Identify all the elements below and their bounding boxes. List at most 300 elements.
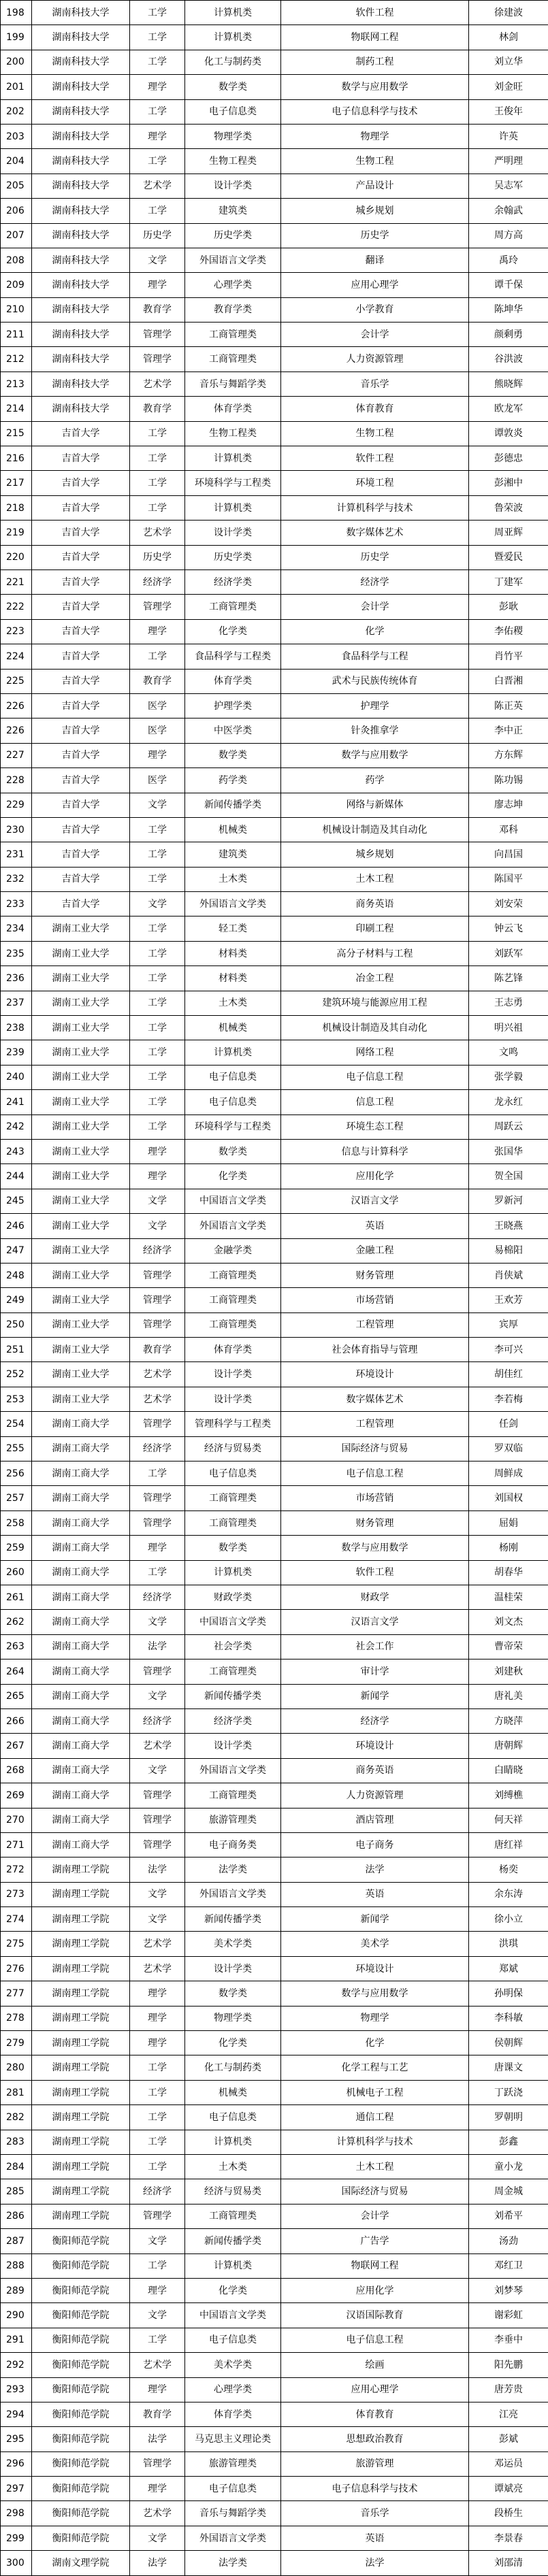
leader-name-cell: 余东涛 [469, 1882, 548, 1906]
table-row [1, 371, 548, 396]
row-number-cell: 242 [1, 1114, 32, 1139]
table-row [1, 2179, 548, 2204]
leader-name-cell: 彭鑫 [469, 2130, 548, 2154]
row-number-cell: 248 [1, 1263, 32, 1287]
row-number-cell: 296 [1, 2451, 32, 2476]
row-number-cell: 217 [1, 471, 32, 495]
major-category-cell: 计算机类 [185, 1, 281, 25]
table-row [1, 1510, 548, 1535]
university-name-cell: 湖南工业大学 [32, 1040, 130, 1065]
leader-name-cell: 唐课文 [469, 2055, 548, 2080]
major-category-cell: 环境科学与工程类 [185, 1114, 281, 1139]
leader-name-cell: 洪琪 [469, 1932, 548, 1956]
major-category-cell: 计算机类 [185, 495, 281, 520]
discipline-cell: 工学 [130, 495, 185, 520]
row-number-cell: 204 [1, 149, 32, 174]
table-row [1, 323, 548, 347]
major-category-cell: 工商管理类 [185, 595, 281, 619]
university-name-cell: 湖南工业大学 [32, 1312, 130, 1337]
row-number-cell: 231 [1, 842, 32, 867]
leader-name-cell: 刘立华 [469, 50, 548, 74]
row-number-cell: 251 [1, 1338, 32, 1362]
discipline-cell: 文学 [130, 248, 185, 272]
row-number-cell: 273 [1, 1882, 32, 1906]
major-category-cell: 外国语言文学类 [185, 1758, 281, 1783]
table-row [1, 495, 548, 520]
university-name-cell: 吉首大学 [32, 768, 130, 793]
discipline-cell: 艺术学 [130, 2353, 185, 2377]
major-category-cell: 土木类 [185, 2154, 281, 2179]
major-name-cell: 汉语言文学 [281, 1610, 469, 1634]
leader-name-cell: 唐礼美 [469, 1684, 548, 1708]
major-category-cell: 生物工程类 [185, 421, 281, 446]
major-name-cell: 审计学 [281, 1659, 469, 1684]
discipline-cell: 历史学 [130, 223, 185, 248]
major-category-cell: 生物工程类 [185, 149, 281, 174]
university-name-cell: 湖南科技大学 [32, 371, 130, 396]
major-category-cell: 工商管理类 [185, 1312, 281, 1337]
discipline-cell: 工学 [130, 1560, 185, 1585]
major-category-cell: 护理学类 [185, 693, 281, 718]
row-number-cell: 263 [1, 1634, 32, 1659]
table-row [1, 1808, 548, 1832]
major-category-cell: 外国语言文学类 [185, 2526, 281, 2550]
row-number-cell: 220 [1, 545, 32, 569]
university-name-cell: 湖南科技大学 [32, 75, 130, 99]
discipline-cell: 文学 [130, 1882, 185, 1906]
row-number-cell: 268 [1, 1758, 32, 1783]
table-row [1, 941, 548, 965]
major-name-cell: 冶金工程 [281, 966, 469, 991]
major-category-cell: 电子信息类 [185, 2328, 281, 2352]
row-number-cell: 262 [1, 1610, 32, 1634]
major-name-cell: 会计学 [281, 595, 469, 619]
university-name-cell: 湖南理工学院 [32, 1907, 130, 1932]
major-category-cell: 新闻传播学类 [185, 793, 281, 817]
major-name-cell: 体育教育 [281, 397, 469, 421]
discipline-cell: 法学 [130, 1634, 185, 1659]
discipline-cell: 理学 [130, 1164, 185, 1189]
major-name-cell: 生物工程 [281, 421, 469, 446]
university-name-cell: 吉首大学 [32, 495, 130, 520]
major-name-cell: 旅游管理 [281, 2451, 469, 2476]
leader-name-cell: 王欢芳 [469, 1288, 548, 1312]
table-row [1, 1312, 548, 1337]
table-row [1, 1114, 548, 1139]
discipline-cell: 经济学 [130, 1238, 185, 1263]
major-name-cell: 社会工作 [281, 1634, 469, 1659]
discipline-cell: 理学 [130, 2278, 185, 2302]
table-row [1, 1238, 548, 1263]
row-number-cell: 287 [1, 2229, 32, 2253]
discipline-cell: 经济学 [130, 1585, 185, 1610]
university-name-cell: 湖南科技大学 [32, 297, 130, 322]
major-category-cell: 建筑类 [185, 199, 281, 223]
university-name-cell: 湖南科技大学 [32, 273, 130, 297]
major-category-cell: 物理学类 [185, 124, 281, 148]
leader-name-cell: 文鸣 [469, 1040, 548, 1065]
major-name-cell: 电子信息工程 [281, 1065, 469, 1089]
table-row [1, 2204, 548, 2228]
major-category-cell: 新闻传播学类 [185, 1684, 281, 1708]
major-category-cell: 外国语言文学类 [185, 248, 281, 272]
leader-name-cell: 徐小立 [469, 1907, 548, 1932]
row-number-cell: 259 [1, 1536, 32, 1560]
major-category-cell: 法学类 [185, 1857, 281, 1882]
table-row [1, 2427, 548, 2451]
major-name-cell: 建筑环境与能源应用工程 [281, 991, 469, 1015]
table-row [1, 1659, 548, 1684]
university-name-cell: 湖南科技大学 [32, 248, 130, 272]
table-row [1, 1, 548, 25]
major-category-cell: 中国语言文学类 [185, 1189, 281, 1213]
major-name-cell: 城乡规划 [281, 199, 469, 223]
major-category-cell: 数学类 [185, 75, 281, 99]
university-name-cell: 湖南理工学院 [32, 2105, 130, 2130]
leader-name-cell: 欧龙军 [469, 397, 548, 421]
leader-name-cell: 张国华 [469, 1139, 548, 1163]
major-category-cell: 数学类 [185, 743, 281, 767]
major-category-cell: 历史学类 [185, 223, 281, 248]
major-category-cell: 美术学类 [185, 2353, 281, 2377]
leader-name-cell: 明兴祖 [469, 1016, 548, 1040]
major-name-cell: 数学与应用数学 [281, 75, 469, 99]
table-row [1, 471, 548, 495]
leader-name-cell: 王俊年 [469, 99, 548, 124]
table-row [1, 1832, 548, 1857]
major-category-cell: 体育学类 [185, 2402, 281, 2426]
table-row [1, 1734, 548, 1758]
discipline-cell: 工学 [130, 149, 185, 174]
leader-name-cell: 汤劲 [469, 2229, 548, 2253]
leader-name-cell: 李科敏 [469, 2006, 548, 2030]
discipline-cell: 管理学 [130, 1808, 185, 1832]
major-category-cell: 心理学类 [185, 2377, 281, 2402]
discipline-cell: 文学 [130, 1214, 185, 1238]
row-number-cell: 227 [1, 743, 32, 767]
major-category-cell: 土木类 [185, 991, 281, 1015]
table-row [1, 1263, 548, 1287]
major-name-cell: 人力资源管理 [281, 347, 469, 371]
major-name-cell: 土木工程 [281, 2154, 469, 2179]
major-name-cell: 土木工程 [281, 867, 469, 891]
major-name-cell: 体育教育 [281, 2402, 469, 2426]
table-row [1, 223, 548, 248]
major-name-cell: 软件工程 [281, 446, 469, 471]
major-category-cell: 工商管理类 [185, 1659, 281, 1684]
discipline-cell: 工学 [130, 644, 185, 669]
major-category-cell: 材料类 [185, 966, 281, 991]
major-category-cell: 食品科学与工程类 [185, 644, 281, 669]
university-name-cell: 湖南工商大学 [32, 1783, 130, 1808]
row-number-cell: 276 [1, 1956, 32, 1981]
row-number-cell: 284 [1, 2154, 32, 2179]
table-row [1, 2006, 548, 2030]
major-name-cell: 美术学 [281, 1932, 469, 1956]
university-name-cell: 湖南工业大学 [32, 1164, 130, 1189]
table-row [1, 1189, 548, 1213]
row-number-cell: 267 [1, 1734, 32, 1758]
major-category-cell: 材料类 [185, 941, 281, 965]
university-name-cell: 湖南工商大学 [32, 1560, 130, 1585]
row-number-cell: 222 [1, 595, 32, 619]
row-number-cell: 229 [1, 793, 32, 817]
row-number-cell: 286 [1, 2204, 32, 2228]
discipline-cell: 医学 [130, 693, 185, 718]
table-row [1, 1882, 548, 1906]
major-category-cell: 建筑类 [185, 842, 281, 867]
discipline-cell: 管理学 [130, 323, 185, 347]
major-name-cell: 应用心理学 [281, 2377, 469, 2402]
major-category-cell: 外国语言文学类 [185, 1882, 281, 1906]
table-row [1, 521, 548, 545]
row-number-cell: 270 [1, 1808, 32, 1832]
university-name-cell: 湖南工业大学 [32, 1214, 130, 1238]
row-number-cell: 299 [1, 2526, 32, 2550]
discipline-cell: 理学 [130, 273, 185, 297]
leader-name-cell: 周金城 [469, 2179, 548, 2204]
university-name-cell: 湖南理工学院 [32, 2154, 130, 2179]
major-name-cell: 化学工程与工艺 [281, 2055, 469, 2080]
table-row [1, 793, 548, 817]
table-row [1, 1684, 548, 1708]
major-name-cell: 数学与应用数学 [281, 743, 469, 767]
leader-name-cell: 谭斌亮 [469, 2477, 548, 2501]
discipline-cell: 文学 [130, 1610, 185, 1634]
major-category-cell: 计算机类 [185, 1560, 281, 1585]
discipline-cell: 工学 [130, 1462, 185, 1486]
discipline-cell: 文学 [130, 892, 185, 917]
table-row [1, 421, 548, 446]
leader-name-cell: 唐红祥 [469, 1832, 548, 1857]
table-row [1, 595, 548, 619]
row-number-cell: 292 [1, 2353, 32, 2377]
major-name-cell: 商务英语 [281, 1758, 469, 1783]
major-name-cell: 小学教育 [281, 297, 469, 322]
table-row [1, 1412, 548, 1436]
major-category-cell: 工商管理类 [185, 1263, 281, 1287]
row-number-cell: 274 [1, 1907, 32, 1932]
major-category-cell: 物理学类 [185, 2006, 281, 2030]
major-name-cell: 经济学 [281, 1708, 469, 1733]
university-name-cell: 衡阳师范学院 [32, 2278, 130, 2302]
university-name-cell: 湖南理工学院 [32, 1882, 130, 1906]
university-name-cell: 吉首大学 [32, 521, 130, 545]
major-name-cell: 高分子材料与工程 [281, 941, 469, 965]
discipline-cell: 工学 [130, 842, 185, 867]
leader-name-cell: 宾厚 [469, 1312, 548, 1337]
major-name-cell: 计算机科学与技术 [281, 2130, 469, 2154]
row-number-cell: 269 [1, 1783, 32, 1808]
major-name-cell: 电子信息工程 [281, 1462, 469, 1486]
university-name-cell: 衡阳师范学院 [32, 2353, 130, 2377]
major-name-cell: 武术与民族传统体育 [281, 669, 469, 693]
table-row [1, 2353, 548, 2377]
university-name-cell: 吉首大学 [32, 669, 130, 693]
leader-name-cell: 刘缚樵 [469, 1783, 548, 1808]
major-category-cell: 计算机类 [185, 446, 281, 471]
discipline-cell: 工学 [130, 25, 185, 50]
row-number-cell: 205 [1, 174, 32, 198]
discipline-cell: 工学 [130, 1114, 185, 1139]
university-name-cell: 衡阳师范学院 [32, 2229, 130, 2253]
row-number-cell: 289 [1, 2278, 32, 2302]
university-name-cell: 湖南工商大学 [32, 1436, 130, 1461]
leader-name-cell: 罗双临 [469, 1436, 548, 1461]
leader-name-cell: 罗朝明 [469, 2105, 548, 2130]
major-name-cell: 物理学 [281, 124, 469, 148]
table-row [1, 1610, 548, 1634]
row-number-cell: 202 [1, 99, 32, 124]
discipline-cell: 文学 [130, 2303, 185, 2328]
major-category-cell: 电子信息类 [185, 2477, 281, 2501]
major-category-cell: 工商管理类 [185, 323, 281, 347]
discipline-cell: 工学 [130, 941, 185, 965]
major-name-cell: 物理学 [281, 2006, 469, 2030]
row-number-cell: 219 [1, 521, 32, 545]
university-name-cell: 湖南科技大学 [32, 347, 130, 371]
discipline-cell: 医学 [130, 719, 185, 743]
major-category-cell: 经济学类 [185, 569, 281, 594]
major-category-cell: 教育学类 [185, 297, 281, 322]
row-number-cell: 200 [1, 50, 32, 74]
major-category-cell: 化工与制药类 [185, 50, 281, 74]
discipline-cell: 医学 [130, 768, 185, 793]
university-name-cell: 湖南工业大学 [32, 1090, 130, 1114]
university-name-cell: 湖南科技大学 [32, 99, 130, 124]
table-row [1, 619, 548, 644]
leader-name-cell: 方晓萍 [469, 1708, 548, 1733]
major-name-cell: 英语 [281, 2526, 469, 2550]
university-name-cell: 湖南工业大学 [32, 1139, 130, 1163]
row-number-cell: 256 [1, 1462, 32, 1486]
table-row [1, 25, 548, 50]
university-name-cell: 吉首大学 [32, 619, 130, 644]
discipline-cell: 工学 [130, 1090, 185, 1114]
university-name-cell: 衡阳师范学院 [32, 2477, 130, 2501]
discipline-cell: 文学 [130, 793, 185, 817]
discipline-cell: 理学 [130, 2477, 185, 2501]
table-row [1, 892, 548, 917]
leader-name-cell: 肖竹平 [469, 644, 548, 669]
discipline-cell: 教育学 [130, 397, 185, 421]
discipline-cell: 文学 [130, 1684, 185, 1708]
table-row [1, 2278, 548, 2302]
table-row [1, 2451, 548, 2476]
discipline-cell: 经济学 [130, 1436, 185, 1461]
table-row [1, 569, 548, 594]
row-number-cell: 247 [1, 1238, 32, 1263]
major-name-cell: 汉语国际教育 [281, 2303, 469, 2328]
table-row [1, 1981, 548, 2006]
major-category-cell: 社会学类 [185, 1634, 281, 1659]
major-name-cell: 物联网工程 [281, 25, 469, 50]
major-name-cell: 印刷工程 [281, 917, 469, 941]
discipline-cell: 理学 [130, 2377, 185, 2402]
leader-name-cell: 许英 [469, 124, 548, 148]
table-row [1, 2105, 548, 2130]
major-name-cell: 会计学 [281, 2204, 469, 2228]
discipline-cell: 法学 [130, 2551, 185, 2575]
discipline-cell: 管理学 [130, 1412, 185, 1436]
university-name-cell: 湖南工业大学 [32, 941, 130, 965]
major-category-cell: 计算机类 [185, 2253, 281, 2278]
row-number-cell: 225 [1, 669, 32, 693]
table-row [1, 1758, 548, 1783]
major-name-cell: 广告学 [281, 2229, 469, 2253]
university-name-cell: 衡阳师范学院 [32, 2303, 130, 2328]
discipline-cell: 工学 [130, 1040, 185, 1065]
leader-name-cell: 胡佳红 [469, 1362, 548, 1387]
leader-name-cell: 廖志坤 [469, 793, 548, 817]
leader-name-cell: 林剑 [469, 25, 548, 50]
university-name-cell: 湖南工业大学 [32, 1238, 130, 1263]
leader-name-cell: 罗新河 [469, 1189, 548, 1213]
table-row [1, 2130, 548, 2154]
row-number-cell: 216 [1, 446, 32, 471]
table-row [1, 1585, 548, 1610]
leader-name-cell: 丁跃浇 [469, 2080, 548, 2104]
university-name-cell: 吉首大学 [32, 693, 130, 718]
table-row [1, 2526, 548, 2550]
leader-name-cell: 陈国平 [469, 867, 548, 891]
discipline-cell: 工学 [130, 2105, 185, 2130]
major-category-cell: 电子信息类 [185, 1065, 281, 1089]
major-category-cell: 电子商务类 [185, 1832, 281, 1857]
discipline-cell: 文学 [130, 2526, 185, 2550]
major-name-cell: 机械设计制造及其自动化 [281, 817, 469, 842]
row-number-cell: 250 [1, 1312, 32, 1337]
major-name-cell: 食品科学与工程 [281, 644, 469, 669]
leader-name-cell: 温桂荣 [469, 1585, 548, 1610]
row-number-cell: 221 [1, 569, 32, 594]
leader-name-cell: 王晓燕 [469, 1214, 548, 1238]
major-category-cell: 设计学类 [185, 1362, 281, 1387]
university-name-cell: 湖南科技大学 [32, 397, 130, 421]
university-name-cell: 吉首大学 [32, 421, 130, 446]
row-number-cell: 285 [1, 2179, 32, 2204]
table-row [1, 991, 548, 1015]
table-row [1, 75, 548, 99]
major-name-cell: 网络与新媒体 [281, 793, 469, 817]
leader-name-cell: 暨爱民 [469, 545, 548, 569]
row-number-cell: 226 [1, 693, 32, 718]
leader-name-cell: 陈功锡 [469, 768, 548, 793]
leader-name-cell: 侯朝辉 [469, 2031, 548, 2055]
leader-name-cell: 刘梦琴 [469, 2278, 548, 2302]
major-name-cell: 历史学 [281, 223, 469, 248]
major-name-cell: 数字媒体艺术 [281, 1387, 469, 1411]
major-category-cell: 电子信息类 [185, 1462, 281, 1486]
discipline-cell: 历史学 [130, 545, 185, 569]
table-row [1, 2055, 548, 2080]
row-number-cell: 245 [1, 1189, 32, 1213]
leader-name-cell: 孙明保 [469, 1981, 548, 2006]
row-number-cell: 261 [1, 1585, 32, 1610]
university-name-cell: 吉首大学 [32, 569, 130, 594]
major-name-cell: 财政学 [281, 1585, 469, 1610]
table-row [1, 2154, 548, 2179]
major-name-cell: 电子商务 [281, 1832, 469, 1857]
university-name-cell: 湖南科技大学 [32, 124, 130, 148]
major-category-cell: 历史学类 [185, 545, 281, 569]
major-name-cell: 针灸推拿学 [281, 719, 469, 743]
university-name-cell: 湖南工业大学 [32, 966, 130, 991]
major-category-cell: 电子信息类 [185, 2105, 281, 2130]
table-row [1, 99, 548, 124]
leader-name-cell: 阳先鹏 [469, 2353, 548, 2377]
leader-name-cell: 陈正英 [469, 693, 548, 718]
